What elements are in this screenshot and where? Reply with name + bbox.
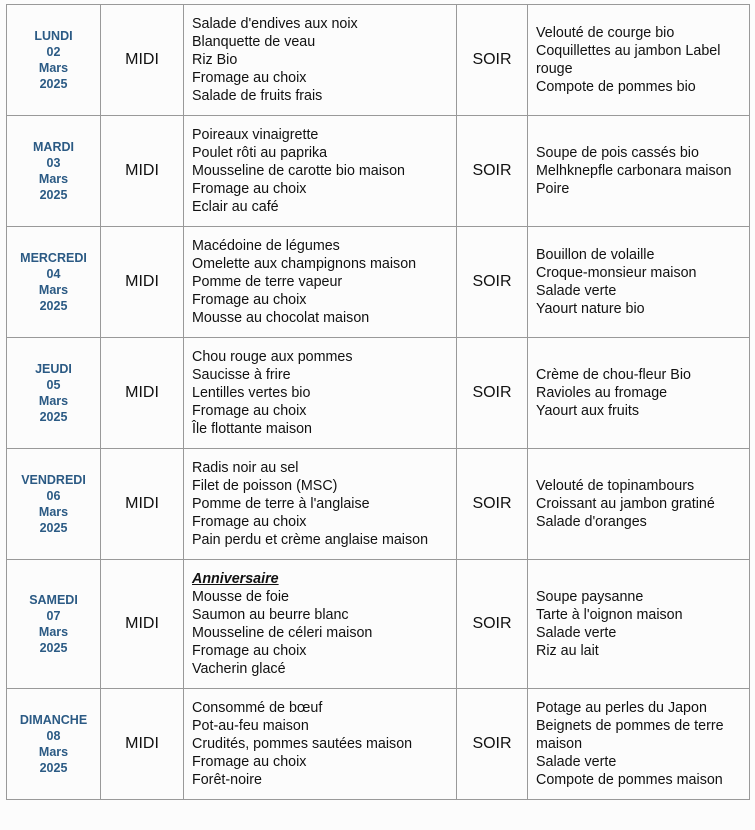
dinner-label: SOIR <box>457 5 528 116</box>
lunch-dish: Pot-au-feu maison <box>192 718 309 734</box>
dinner-dish: Compote de pommes bio <box>536 79 696 95</box>
lunch-dish: Crudités, pommes sautées maison <box>192 736 413 752</box>
dinner-dish: Tarte à l'oignon maison <box>536 607 683 623</box>
dinner-dish: Ravioles au fromage <box>536 385 668 401</box>
day-weekday: SAMEDI <box>29 593 78 607</box>
weekly-menu-table <box>6 4 750 800</box>
lunch-label: MIDI <box>101 5 184 116</box>
day-row-lundi <box>7 5 750 116</box>
lunch-dish: Chou rouge aux pommes <box>192 349 353 365</box>
dinner-dishes <box>528 560 750 689</box>
dinner-dish: Salade verte <box>536 283 617 299</box>
lunch-dish: Macédoine de légumes <box>192 238 340 254</box>
lunch-label: MIDI <box>101 227 184 338</box>
dinner-dishes <box>528 449 750 560</box>
dinner-dish: Croissant au jambon gratiné <box>536 496 715 512</box>
lunch-dish: Radis noir au sel <box>192 460 299 476</box>
lunch-dish: Eclair au café <box>192 199 279 215</box>
lunch-dish: Omelette aux champignons maison <box>192 256 417 272</box>
lunch-dish: Fromage au choix <box>192 514 307 530</box>
day-row-vendredi <box>7 449 750 560</box>
day-weekday: LUNDI <box>34 29 73 43</box>
lunch-dish: Filet de poisson (MSC) <box>192 478 338 494</box>
dinner-dish: Velouté de topinambours <box>536 478 695 494</box>
lunch-dish: Pomme de terre vapeur <box>192 274 343 290</box>
day-year: 2025 <box>39 761 68 775</box>
day-date: 07 <box>46 609 61 623</box>
day-row-jeudi <box>7 338 750 449</box>
day-weekday: MARDI <box>33 140 74 154</box>
day-date: 06 <box>46 489 61 503</box>
menu-body <box>7 5 750 800</box>
lunch-dishes <box>184 227 457 338</box>
day-year: 2025 <box>39 188 68 202</box>
day-cell <box>7 116 101 227</box>
lunch-dish: Vacherin glacé <box>192 661 286 677</box>
special-occasion-label: Anniversaire <box>192 571 279 587</box>
dinner-dish: Bouillon de volaille <box>536 247 655 263</box>
day-cell <box>7 338 101 449</box>
lunch-dish: Blanquette de veau <box>192 34 316 50</box>
lunch-dish: Pomme de terre à l'anglaise <box>192 496 370 512</box>
dinner-label: SOIR <box>457 689 528 800</box>
lunch-dish: Mousse de foie <box>192 589 289 605</box>
lunch-dish: Pain perdu et crème anglaise maison <box>192 532 429 548</box>
day-year: 2025 <box>39 299 68 313</box>
day-cell <box>7 227 101 338</box>
lunch-dish: Île flottante maison <box>192 421 313 437</box>
lunch-dish: Salade de fruits frais <box>192 88 323 104</box>
lunch-label: MIDI <box>101 116 184 227</box>
lunch-label: MIDI <box>101 689 184 800</box>
lunch-dish: Salade d'endives aux noix <box>192 16 358 32</box>
dinner-dishes <box>528 5 750 116</box>
lunch-dish: Forêt-noire <box>192 772 262 788</box>
lunch-dish: Fromage au choix <box>192 754 307 770</box>
lunch-dishes <box>184 689 457 800</box>
day-weekday: JEUDI <box>35 362 72 376</box>
dinner-label: SOIR <box>457 116 528 227</box>
day-cell <box>7 560 101 689</box>
dinner-dishes <box>528 338 750 449</box>
dinner-dish: Yaourt aux fruits <box>536 403 640 419</box>
dinner-dishes <box>528 689 750 800</box>
lunch-dish: Saucisse à frire <box>192 367 291 383</box>
dinner-dish: Yaourt nature bio <box>536 301 645 317</box>
lunch-dishes <box>184 338 457 449</box>
day-date: 05 <box>46 378 61 392</box>
day-year: 2025 <box>39 410 68 424</box>
lunch-dish: Saumon au beurre blanc <box>192 607 349 623</box>
lunch-dish: Mousse au chocolat maison <box>192 310 370 326</box>
day-month: Mars <box>38 625 69 639</box>
dinner-dish: Soupe de pois cassés bio <box>536 145 699 161</box>
dinner-label: SOIR <box>457 449 528 560</box>
lunch-dish: Mousseline de céleri maison <box>192 625 373 641</box>
day-weekday: VENDREDI <box>21 473 86 487</box>
day-month: Mars <box>38 172 69 186</box>
dinner-label: SOIR <box>457 338 528 449</box>
dinner-label: SOIR <box>457 227 528 338</box>
day-cell <box>7 689 101 800</box>
dinner-dish: Velouté de courge bio <box>536 25 675 41</box>
lunch-label: MIDI <box>101 560 184 689</box>
lunch-dishes <box>184 449 457 560</box>
day-cell <box>7 5 101 116</box>
lunch-dish: Fromage au choix <box>192 643 307 659</box>
day-year: 2025 <box>39 521 68 535</box>
dinner-dish: Poire <box>536 181 570 197</box>
dinner-dish: Salade d'oranges <box>536 514 647 530</box>
lunch-dish: Poulet rôti au paprika <box>192 145 328 161</box>
day-date: 04 <box>46 267 61 281</box>
day-date: 08 <box>46 729 61 743</box>
lunch-dish: Fromage au choix <box>192 70 307 86</box>
lunch-label: MIDI <box>101 449 184 560</box>
lunch-dish: Poireaux vinaigrette <box>192 127 319 143</box>
day-date: 03 <box>46 156 61 170</box>
lunch-dish: Lentilles vertes bio <box>192 385 311 401</box>
lunch-label: MIDI <box>101 338 184 449</box>
dinner-dish: Riz au lait <box>536 643 599 659</box>
day-row-samedi <box>7 560 750 689</box>
dinner-dish: Soupe paysanne <box>536 589 644 605</box>
lunch-dish: Riz Bio <box>192 52 238 68</box>
dinner-label: SOIR <box>457 560 528 689</box>
dinner-dish: Coquillettes au jambon Label rouge <box>536 43 721 77</box>
day-cell <box>7 449 101 560</box>
dinner-dish: Salade verte <box>536 754 617 770</box>
day-year: 2025 <box>39 77 68 91</box>
lunch-dish: Fromage au choix <box>192 403 307 419</box>
dinner-dish: Beignets de pommes de terre maison <box>536 718 724 752</box>
lunch-dish: Fromage au choix <box>192 292 307 308</box>
lunch-dish: Fromage au choix <box>192 181 307 197</box>
day-month: Mars <box>38 283 69 297</box>
day-row-mardi <box>7 116 750 227</box>
dinner-dishes <box>528 227 750 338</box>
dinner-dish: Compote de pommes maison <box>536 772 723 788</box>
day-month: Mars <box>38 61 69 75</box>
day-month: Mars <box>38 394 69 408</box>
dinner-dish: Crème de chou-fleur Bio <box>536 367 691 383</box>
day-year: 2025 <box>39 641 68 655</box>
day-date: 02 <box>46 45 61 59</box>
dinner-dish: Salade verte <box>536 625 617 641</box>
lunch-dishes <box>184 116 457 227</box>
day-month: Mars <box>38 505 69 519</box>
dinner-dish: Croque-monsieur maison <box>536 265 697 281</box>
lunch-dish: Mousseline de carotte bio maison <box>192 163 405 179</box>
dinner-dish: Potage au perles du Japon <box>536 700 707 716</box>
day-month: Mars <box>38 745 69 759</box>
day-row-dimanche <box>7 689 750 800</box>
day-weekday: DIMANCHE <box>19 713 88 727</box>
lunch-dishes <box>184 5 457 116</box>
day-weekday: MERCREDI <box>20 251 87 265</box>
dinner-dishes <box>528 116 750 227</box>
dinner-dish: Melhknepfle carbonara maison <box>536 163 732 179</box>
day-row-mercredi <box>7 227 750 338</box>
lunch-dish: Consommé de bœuf <box>192 700 323 716</box>
lunch-dishes <box>184 560 457 689</box>
